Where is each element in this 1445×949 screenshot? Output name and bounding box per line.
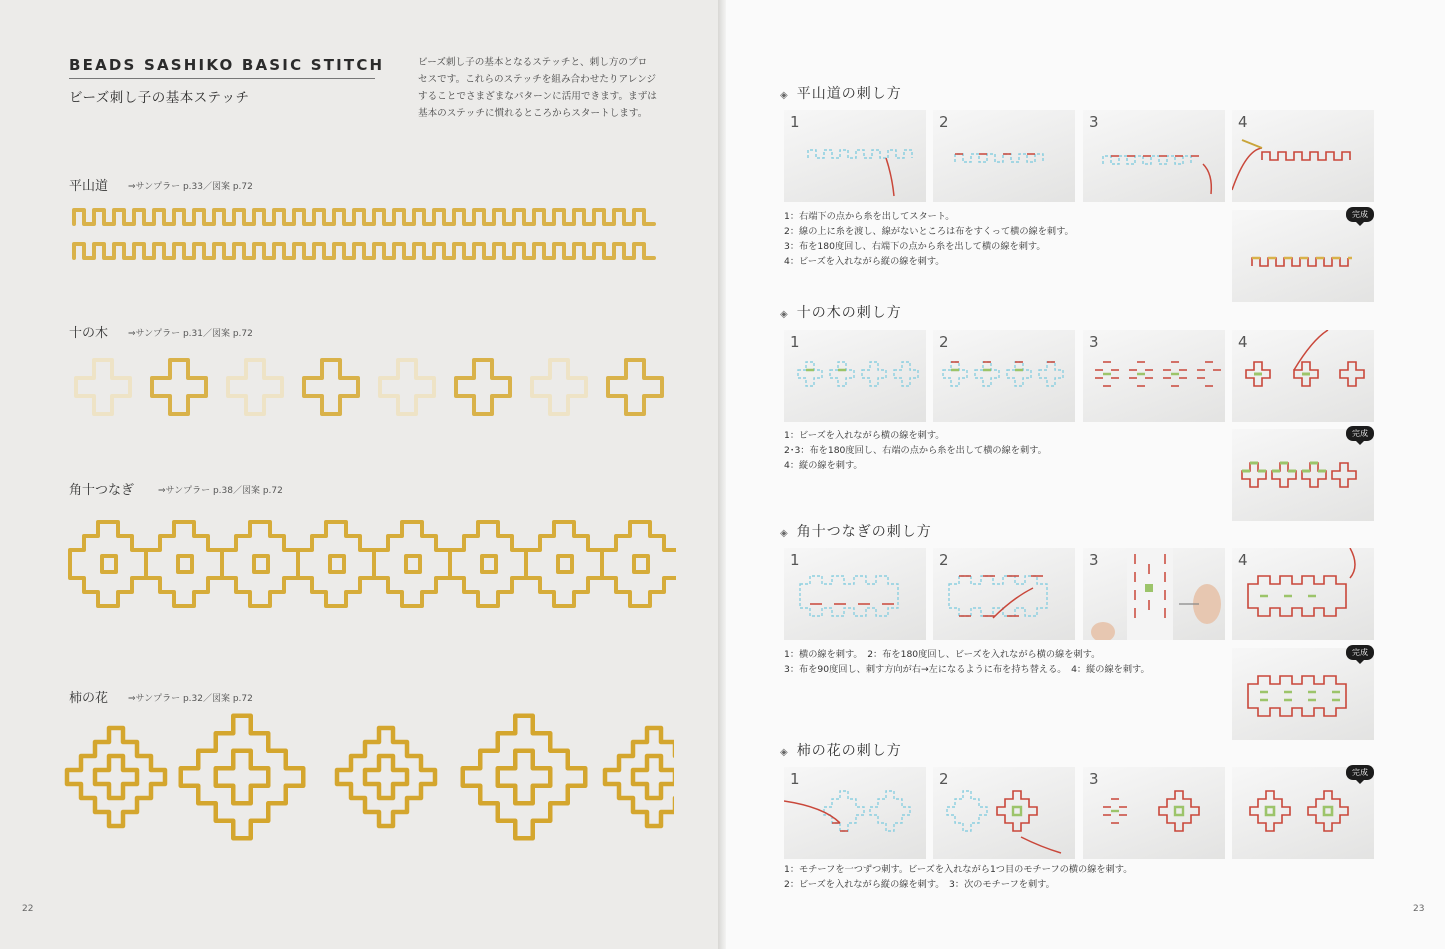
kakujyu-motif [146, 522, 222, 606]
kakujyu-center [406, 556, 420, 572]
kakujyu-center [330, 556, 344, 572]
photo-number: 4 [1238, 551, 1248, 569]
intro-line: することでさまざまなパターンに活用できます。まずは [418, 91, 657, 102]
intro-line: セスです。これらのステッチを組み合わせたりアレンジ [418, 74, 657, 85]
page-number-right: 23 [1413, 904, 1425, 914]
stitch-name-kakujyu: 角十つなぎ [69, 483, 135, 498]
done-badge: 完成 [1346, 207, 1374, 222]
kakujyu-motif [70, 522, 146, 606]
section-title-text: 平山道の刺し方 [796, 86, 902, 102]
stitch-name-kakinohana: 柿の花 [69, 691, 109, 706]
stitch-ref: ⇒サンプラー p.32／図案 p.72 [128, 694, 253, 704]
process-photo [933, 548, 1075, 640]
sample-kakujyu [66, 508, 676, 633]
section-title [780, 521, 932, 541]
photo-number: 3 [1089, 770, 1099, 788]
cross-motif [532, 360, 586, 414]
sample-kakinohana [64, 705, 674, 850]
section-title [780, 740, 902, 760]
sample-hirayamamichi [68, 200, 673, 272]
book-gutter [718, 0, 726, 949]
done-badge: 完成 [1346, 426, 1374, 441]
kakujyu-motif [526, 522, 602, 606]
photo-number: 1 [790, 113, 800, 131]
photo-number: 4 [1238, 333, 1248, 351]
photo-number: 1 [790, 551, 800, 569]
photo-number: 2 [939, 551, 949, 569]
kakujyu-motif [298, 522, 374, 606]
process-photo [784, 110, 926, 202]
process-photo [1083, 548, 1225, 640]
process-photo [933, 767, 1075, 859]
kaki-inner [365, 756, 407, 798]
kaki-motif [67, 728, 165, 826]
process-photo [1083, 767, 1225, 859]
photo-number: 4 [1238, 113, 1248, 131]
process-photo [784, 767, 926, 859]
section-title-text: 柿の花の刺し方 [796, 743, 902, 759]
cross-motif [608, 360, 662, 414]
kakujyu-center [102, 556, 116, 572]
done-badge: 完成 [1346, 645, 1374, 660]
steps-list [784, 209, 1074, 269]
diamond-icon: ◈ [780, 528, 789, 539]
page-title-en: BEADS SASHIKO BASIC STITCH [69, 56, 385, 74]
step-text: 2：ビーズを入れながら縦の線を刺す。 3：次のモチーフを刺す。 [784, 879, 1055, 890]
cross-motif [228, 360, 282, 414]
kakujyu-motif [222, 522, 298, 606]
step-text: 1：モチーフを一つずつ刺す。ビーズを入れながら1つ目のモチーフの横の線を刺す。 [784, 864, 1133, 875]
step-text: 4：ビーズを入れながら縦の線を刺す。 [784, 256, 945, 267]
process-photo [933, 110, 1075, 202]
photo-number: 3 [1089, 113, 1099, 131]
stitch-ref: ⇒サンプラー p.38／図案 p.72 [158, 486, 283, 496]
process-photo [784, 330, 926, 422]
finished-photo [1232, 429, 1374, 521]
cross-motif [380, 360, 434, 414]
kakujyu-motif [374, 522, 450, 606]
steps-list [784, 428, 1047, 473]
process-photo [1083, 110, 1225, 202]
photo-number: 2 [939, 113, 949, 131]
photo-number: 2 [939, 770, 949, 788]
intro-line: ビーズ刺し子の基本となるステッチと、刺し方のプロ [418, 57, 648, 68]
kaki-inner [633, 756, 674, 798]
kaki-motif [181, 716, 304, 839]
kakujyu-motif [450, 522, 526, 606]
finished-photo [1232, 648, 1374, 740]
process-photo [784, 548, 926, 640]
section-title-text: 十の木の刺し方 [796, 305, 902, 321]
stitch-name-hirayamamichi: 平山道 [69, 179, 109, 194]
intro-text [418, 54, 668, 122]
steps-list [784, 647, 1150, 677]
kaki-motif [337, 728, 435, 826]
step-text: 1：ビーズを入れながら横の線を刺す。 [784, 430, 945, 441]
section-title [780, 302, 902, 322]
photo-number: 3 [1089, 551, 1099, 569]
photo-number: 2 [939, 333, 949, 351]
diamond-icon: ◈ [780, 747, 789, 758]
kaki-inner [216, 751, 269, 804]
finished-photo [1232, 210, 1374, 302]
kakujyu-center [482, 556, 496, 572]
process-photo [933, 330, 1075, 422]
page-title-jp: ビーズ刺し子の基本ステッチ [69, 90, 250, 106]
step-text: 3：布を90度回し、刺す方向が右→左になるように布を持ち替える。 4：縦の線を刺す。 [784, 664, 1150, 675]
process-photo [1083, 330, 1225, 422]
photo-number: 1 [790, 770, 800, 788]
page-number-left: 22 [22, 904, 34, 914]
process-photo [1232, 110, 1374, 202]
cross-motif [456, 360, 510, 414]
kakujyu-center [178, 556, 192, 572]
step-text: 1：横の線を刺す。 2：布を180度回し、ビーズを入れながら横の線を刺す。 [784, 649, 1101, 660]
sample-jyunoki [68, 352, 678, 432]
title-rule [69, 78, 375, 79]
section-title-text: 角十つなぎの刺し方 [796, 524, 932, 540]
step-text: 2：線の上に糸を渡し、線がないところは布をすくって横の線を刺す。 [784, 226, 1074, 237]
step-text: 1：右端下の点から糸を出してスタート。 [784, 211, 955, 222]
kaki-motif [463, 716, 586, 839]
kakujyu-motif [602, 522, 676, 606]
step-text: 4：縦の線を刺す。 [784, 460, 863, 471]
cross-motif [76, 360, 130, 414]
done-badge: 完成 [1346, 765, 1374, 780]
kakujyu-center [558, 556, 572, 572]
diamond-icon: ◈ [780, 90, 789, 101]
photo-number: 3 [1089, 333, 1099, 351]
steps-list [784, 862, 1132, 892]
cross-motif [152, 360, 206, 414]
stitch-ref: ⇒サンプラー p.33／図案 p.72 [128, 182, 253, 192]
left-page [0, 0, 722, 949]
kaki-inner [498, 751, 551, 804]
process-photo [1232, 548, 1374, 640]
cross-motif [304, 360, 358, 414]
process-photo [1232, 330, 1374, 422]
finished-photo [1232, 767, 1374, 859]
step-text: 3：布を180度回し、右端下の点から糸を出して横の線を刺す。 [784, 241, 1046, 252]
photo-number: 1 [790, 333, 800, 351]
stitch-ref: ⇒サンプラー p.31／図案 p.72 [128, 329, 253, 339]
kakujyu-center [254, 556, 268, 572]
diamond-icon: ◈ [780, 309, 789, 320]
stitch-name-jyunoki: 十の木 [69, 326, 109, 341]
kaki-motif [605, 728, 674, 826]
step-text: 2･3：布を180度回し、右端の点から糸を出して横の線を刺す。 [784, 445, 1047, 456]
intro-line: 基本のステッチに慣れるところからスタートします。 [418, 108, 648, 119]
section-title [780, 83, 902, 103]
kaki-inner [95, 756, 137, 798]
kakujyu-center [634, 556, 648, 572]
